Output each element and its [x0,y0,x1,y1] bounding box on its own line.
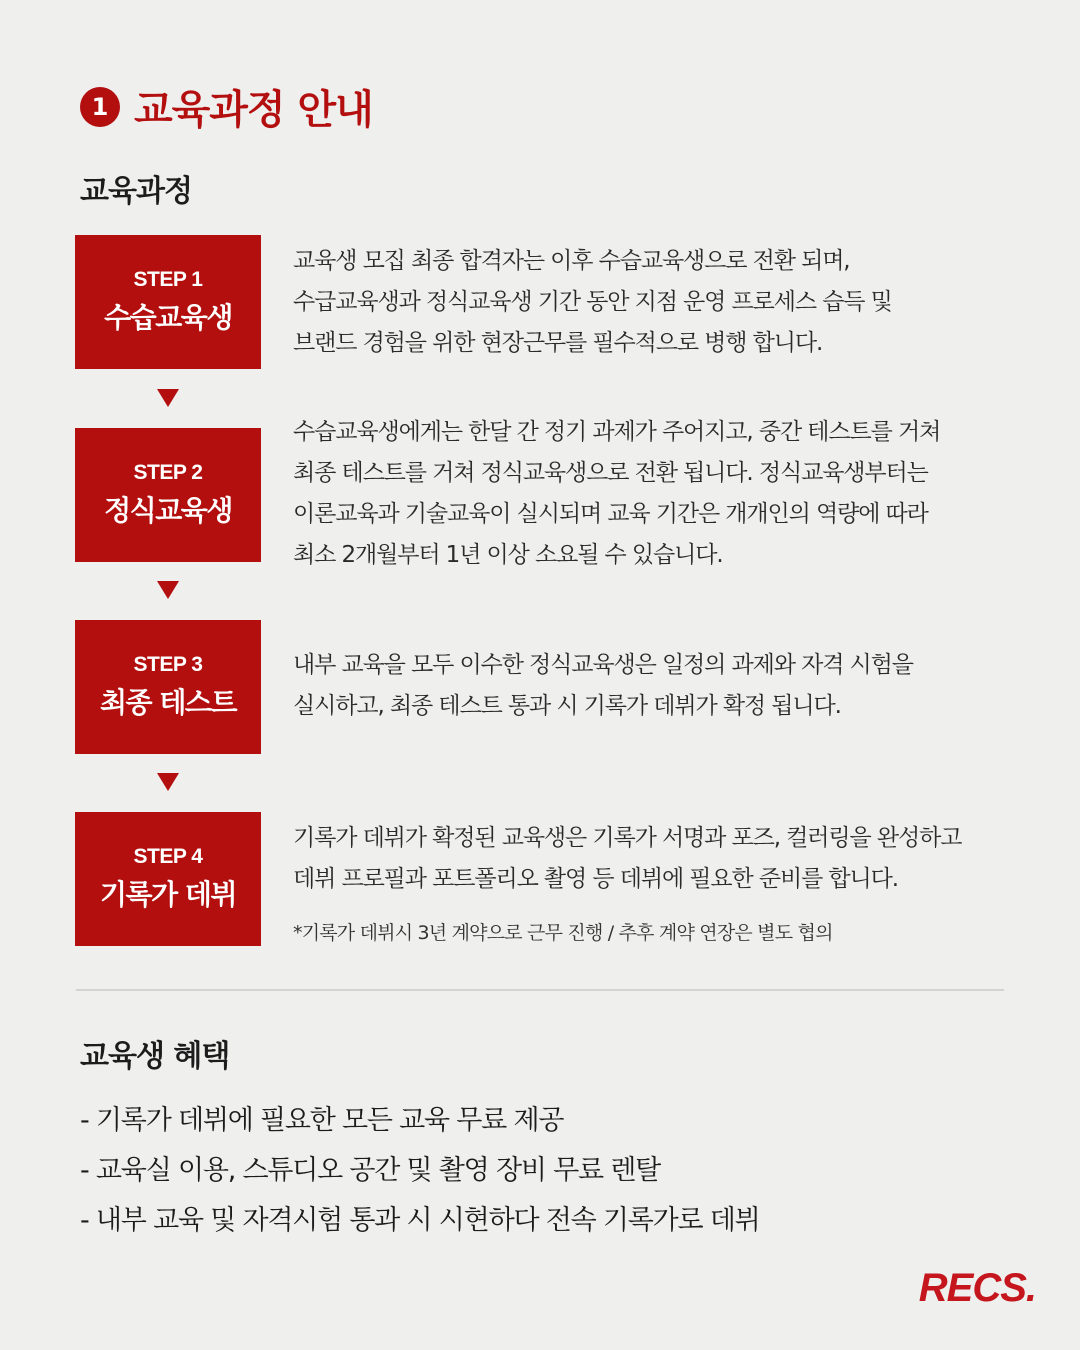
step-2-box [75,428,261,562]
benefit-item: - 기록가 데뷔에 필요한 모든 교육 무료 제공 [80,1105,564,1136]
step-2-line: 이론교육과 기술교육이 실시되며 교육 기간은 개개인의 역량에 따라 [293,501,928,527]
benefit-item: - 교육실 이용, 스튜디오 공간 및 촬영 장비 무료 렌탈 [80,1155,661,1186]
step-1-line: 수급교육생과 정식교육생 기간 동안 지점 운영 프로세스 습득 및 [293,289,892,315]
benefits-title: 교육생 혜택 [80,1039,230,1074]
step-3-box [75,620,261,754]
step-1-line: 브랜드 경험을 위한 현장근무를 필수적으로 병행 합니다. [293,330,823,356]
step-2-description [293,412,1023,576]
benefits-list [80,1096,760,1246]
benefit-item: - 내부 교육 및 자격시험 통과 시 시현하다 전속 기록가로 데뷔 [80,1205,760,1236]
step-arrow-down-icon [157,389,179,407]
step-1-box [75,235,261,369]
step-1-line: 교육생 모집 최종 합격자는 이후 수습교육생으로 전환 되며, [293,248,850,274]
step-arrow-down-icon [157,581,179,599]
step-3-line: 실시하고, 최종 테스트 통과 시 기록가 데뷔가 확정 됩니다. [293,693,841,719]
step-4-label: STEP 4 [133,845,203,868]
page-title: 교육과정 안내 [134,87,373,133]
step-2-line: 최종 테스트를 거쳐 정식교육생으로 전환 됩니다. 정식교육생부터는 [293,460,928,486]
step-3-label: STEP 3 [133,653,203,676]
step-4-line: 데뷔 프로필과 포트폴리오 촬영 등 데뷔에 필요한 준비를 합니다. [293,866,898,892]
step-3-description [293,645,1023,727]
step-3-name: 최종 테스트 [100,686,236,719]
step-2-line: 수습교육생에게는 한달 간 정기 과제가 주어지고, 중간 테스트를 거쳐 [293,419,941,445]
step-2-label: STEP 2 [133,461,203,484]
step-4-description [293,818,1023,900]
section-header [80,78,373,135]
curriculum-title: 교육과정 [80,174,192,209]
section-divider [76,989,1004,991]
step-1-name: 수습교육생 [104,301,232,334]
recs-logo: RECS. [918,1266,1036,1310]
step-3-line: 내부 교육을 모두 이수한 정식교육생은 일정의 과제와 자격 시험을 [293,652,913,678]
step-1-label: STEP 1 [133,268,203,291]
contract-note: *기록가 데뷔시 3년 계약으로 근무 진행 / 추후 계약 연장은 별도 협의 [293,922,833,944]
step-arrow-down-icon [157,773,179,791]
step-2-name: 정식교육생 [104,494,232,527]
step-2-line: 최소 2개월부터 1년 이상 소요될 수 있습니다. [293,542,723,568]
step-4-name: 기록가 데뷔 [100,878,236,911]
step-4-line: 기록가 데뷔가 확정된 교육생은 기록가 서명과 포즈, 컬러링을 완성하고 [293,825,962,851]
step-4-box [75,812,261,946]
step-1-description [293,241,1023,364]
section-number-badge: 1 [80,87,120,127]
